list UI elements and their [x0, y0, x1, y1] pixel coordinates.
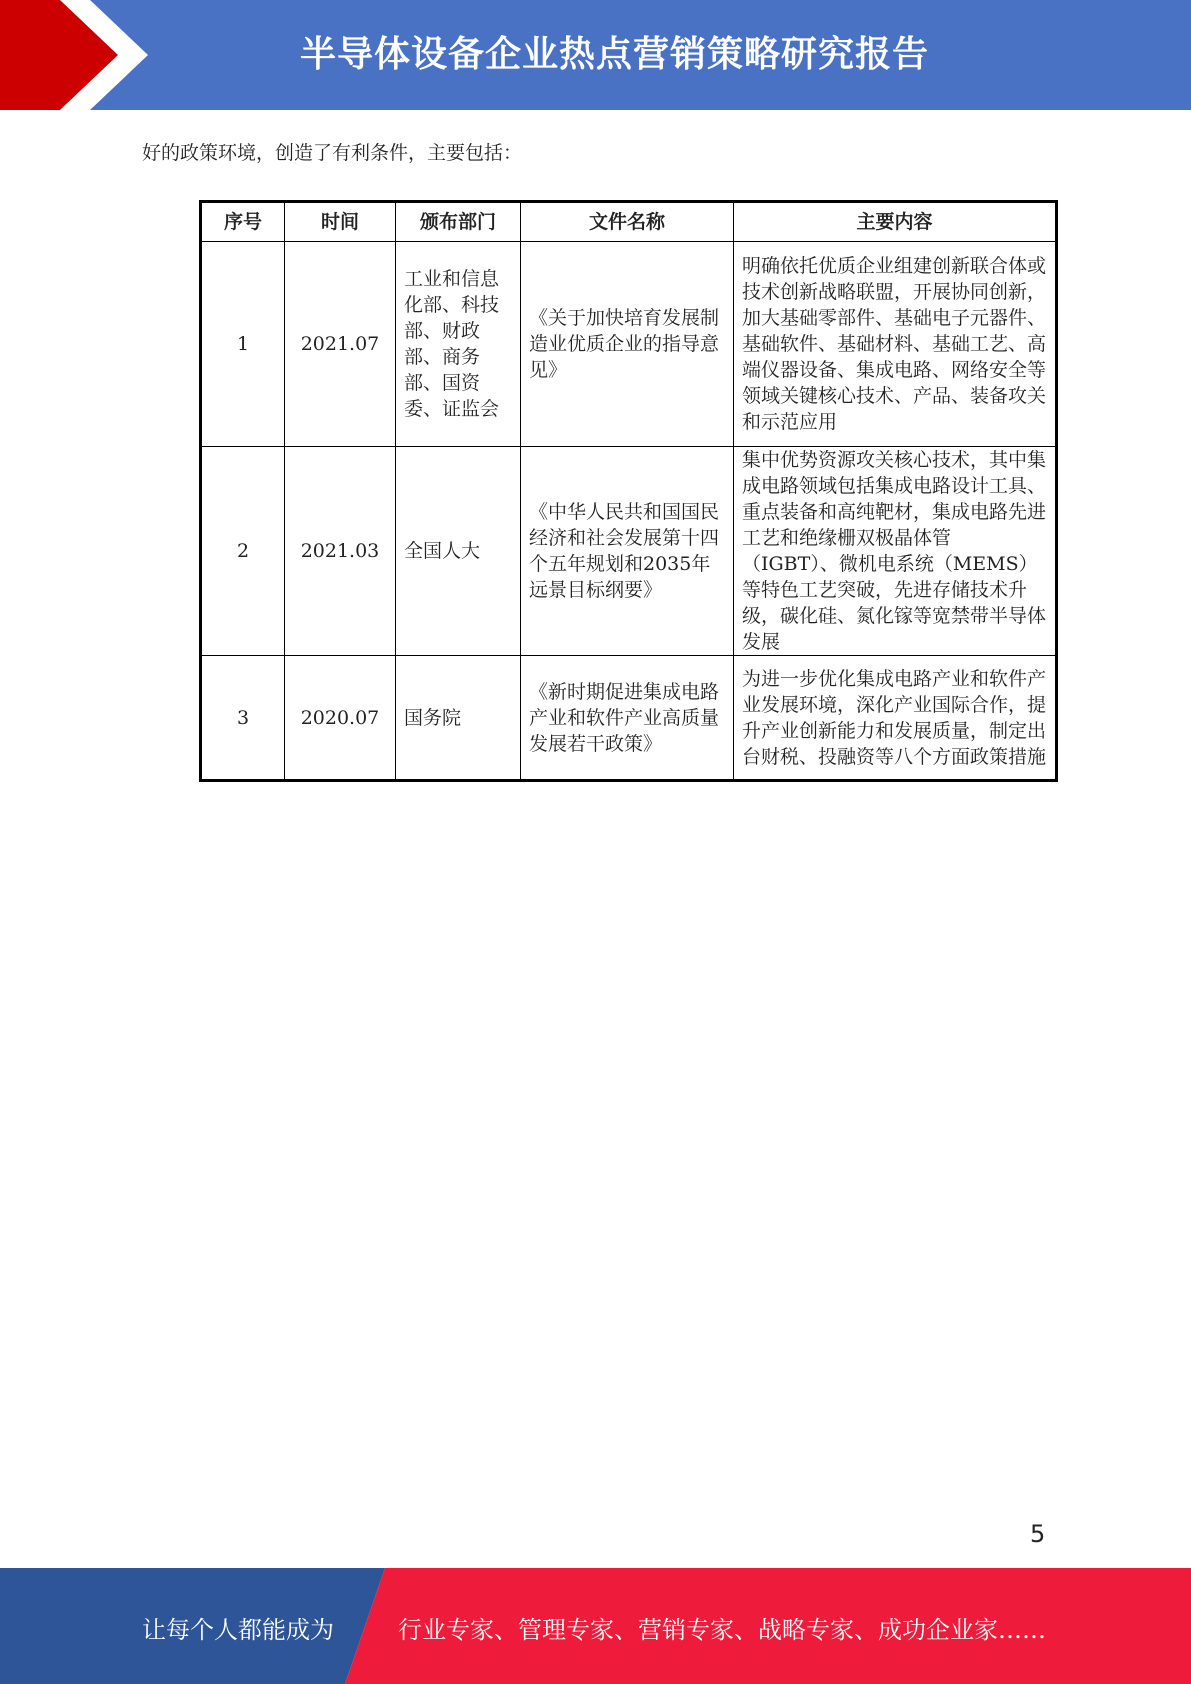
header-content: 主要内容	[734, 202, 1057, 242]
header-doc: 文件名称	[521, 202, 734, 242]
cell-dept: 国务院	[396, 656, 521, 781]
table-row	[201, 242, 1057, 447]
page-number: 5	[1030, 1520, 1046, 1548]
page-header	[0, 0, 1191, 110]
table-header-row	[201, 202, 1057, 242]
table-row	[201, 447, 1057, 656]
cell-no: 1	[201, 242, 285, 447]
cell-time: 2020.07	[285, 656, 396, 781]
cell-content: 集中优势资源攻关核心技术，其中集成电路领域包括集成电路设计工具、重点装备和高纯靶材，集成电路先进工艺和绝缘栅双极晶体管（IGBT）、微机电系统（MEMS）等特色工艺突破，先进存储技术升级，碳化硅、氮化镓等宽禁带半导体发展	[734, 447, 1057, 656]
intro-text: 好的政策环境，创造了有利条件，主要包括：	[142, 142, 523, 164]
cell-time: 2021.07	[285, 242, 396, 447]
cell-dept: 全国人大	[396, 447, 521, 656]
footer-slogan-left: 让每个人都能成为	[142, 1616, 334, 1644]
cell-doc: 《新时期促进集成电路产业和软件产业高质量发展若干政策》	[521, 656, 734, 781]
cell-dept: 工业和信息化部、科技部、财政部、商务部、国资委、证监会	[396, 242, 521, 447]
cell-content: 为进一步优化集成电路产业和软件产业发展环境，深化产业国际合作，提升产业创新能力和发展质量，制定出台财税、投融资等八个方面政策措施	[734, 656, 1057, 781]
header-chevron-icon	[0, 0, 160, 110]
cell-no: 2	[201, 447, 285, 656]
page-footer	[0, 1568, 1191, 1684]
cell-no: 3	[201, 656, 285, 781]
cell-content: 明确依托优质企业组建创新联合体或技术创新战略联盟，开展协同创新，加大基础零部件、基础电子元器件、基础软件、基础材料、基础工艺、高端仪器设备、集成电路、网络安全等领域关键核心技术、产品、装备攻关和示范应用	[734, 242, 1057, 447]
header-dept: 颁布部门	[396, 202, 521, 242]
header-time: 时间	[285, 202, 396, 242]
footer-slogan-right: 行业专家、管理专家、营销专家、战略专家、成功企业家……	[398, 1616, 1046, 1644]
table-row	[201, 656, 1057, 781]
cell-time: 2021.03	[285, 447, 396, 656]
cell-doc: 《关于加快培育发展制造业优质企业的指导意见》	[521, 242, 734, 447]
header-no: 序号	[201, 202, 285, 242]
policy-table	[199, 200, 1058, 782]
report-title: 半导体设备企业热点营销策略研究报告	[300, 34, 930, 75]
cell-doc: 《中华人民共和国国民经济和社会发展第十四个五年规划和2035年远景目标纲要》	[521, 447, 734, 656]
